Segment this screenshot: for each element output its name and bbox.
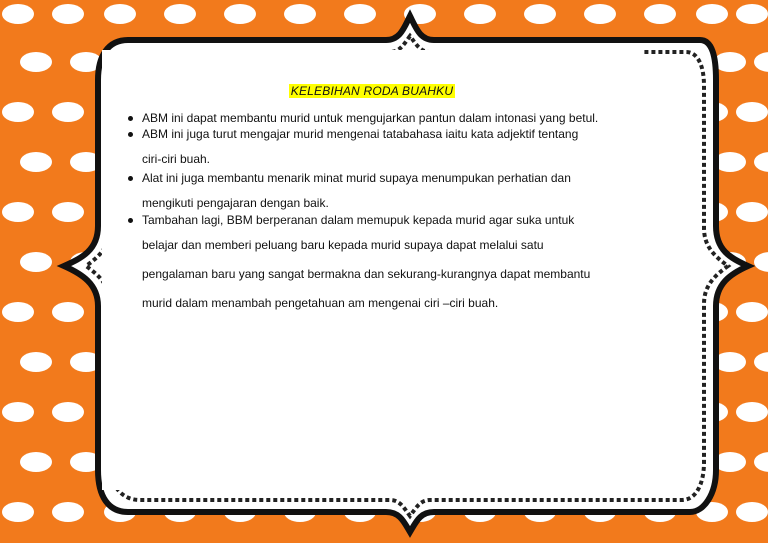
polka-dot [736, 102, 768, 122]
polka-dot [754, 52, 768, 72]
polka-dot [584, 4, 616, 24]
polka-dot [754, 452, 768, 472]
polka-dot [20, 452, 52, 472]
document-title: KELEBIHAN RODA BUAHKU [290, 84, 454, 98]
polka-dot [464, 4, 496, 24]
polka-dot [754, 352, 768, 372]
polka-dot [284, 4, 316, 24]
polka-dot [20, 252, 52, 272]
polka-dot [736, 502, 768, 522]
polka-dot [20, 52, 52, 72]
benefits-list [126, 110, 642, 320]
polka-dot [754, 252, 768, 272]
polka-dot [224, 4, 256, 24]
polka-dot [2, 102, 34, 122]
polka-dot [164, 4, 196, 24]
list-item: Alat ini juga membantu menarik minat murid supaya menumpukan perhatian dan mengikuti pengajaran dengan baik. [142, 170, 642, 220]
polka-dot [736, 202, 768, 222]
list-item: Tambahan lagi, BBM berperanan dalam memupuk kepada murid agar suka untuk belajar dan memberi peluang baru kepada murid supaya dapat melalui satu pengalaman baru yang sangat bermakna dan sekurang-kurangnya dapat membantu murid dalam menambah pengetahuan am mengenai ciri –ciri buah. [142, 212, 642, 320]
polka-dot [754, 152, 768, 172]
polka-dot [736, 4, 768, 24]
polka-dot [2, 402, 34, 422]
document-body [102, 50, 642, 490]
polka-dot [2, 202, 34, 222]
polka-dot [104, 4, 136, 24]
polka-dot [524, 4, 556, 24]
polka-dot [52, 202, 84, 222]
polka-dot [20, 152, 52, 172]
list-item: ABM ini dapat membantu murid untuk mengujarkan pantun dalam intonasi yang betul. [142, 110, 642, 126]
polka-dot [696, 4, 728, 24]
polka-dot [52, 302, 84, 322]
polka-dot [52, 102, 84, 122]
polka-dot [2, 4, 34, 24]
polka-dot [714, 52, 746, 72]
polka-dot [52, 402, 84, 422]
polka-dot [20, 352, 52, 372]
polka-dot [644, 4, 676, 24]
polka-dot [344, 4, 376, 24]
polka-dot [2, 302, 34, 322]
list-item: ABM ini juga turut mengajar murid mengenai tatabahasa iaitu kata adjektif tentang ciri-ciri buah. [142, 126, 642, 176]
polka-dot [2, 502, 34, 522]
polka-dot [736, 302, 768, 322]
polka-dot [52, 502, 84, 522]
polka-dot [52, 4, 84, 24]
polka-dot [736, 402, 768, 422]
